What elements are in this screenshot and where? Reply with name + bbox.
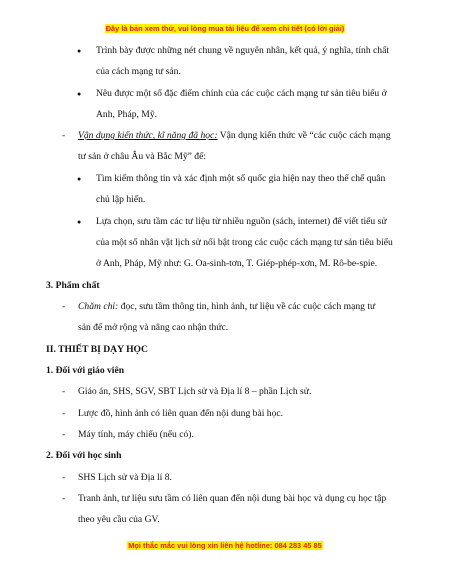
apply-bullet-1-line-2: chủ lập hiến.	[96, 194, 146, 205]
teacher-item: Máy tính, máy chiếu (nếu có).	[78, 429, 194, 440]
apply-label: Vận dụng kiến thức, kĩ năng đã học:	[78, 130, 218, 141]
apply-bullet-2-line-2: của một số nhân vật lịch sử nổi bật trong các cuộc cách mạng tư sản tiêu biểu	[96, 237, 393, 248]
bullet-icon: ●	[77, 90, 82, 98]
quality-label: Chăm chỉ:	[78, 301, 119, 312]
dash-marker: -	[62, 429, 66, 440]
student-item: SHS Lịch sử và Địa lí 8.	[78, 472, 172, 483]
apply-paragraph-line-1	[78, 130, 391, 142]
bullet-icon: ●	[77, 47, 82, 55]
apply-paragraph-line-2: tư sản ở châu Âu và Bắc Mỹ” để:	[78, 151, 207, 162]
apply-bullet-2-line-1: Lựa chọn, sưu tầm các tư liệu từ nhiều nguồn (sách, internet) để viết tiểu sử	[96, 216, 387, 227]
dash-marker: -	[62, 472, 66, 483]
knowledge-bullet-2-line-2: Anh, Pháp, Mỹ.	[96, 109, 158, 120]
dash-marker: -	[62, 386, 66, 397]
apply-bullet-1-line-1: Tìm kiếm thông tin và xác định một số quốc gia hiện nay theo thể chế quân	[96, 173, 386, 184]
teacher-item: Lược đồ, hình ảnh có liên quan đến nội dung bài học.	[78, 408, 284, 419]
quality-paragraph-line-1	[78, 301, 375, 313]
knowledge-bullet-1-line-2: của cách mạng tư sản.	[96, 66, 181, 77]
knowledge-bullet-2-line-1: Nêu được một số đặc điểm chính của các cuộc cách mạng tư sản tiêu biểu ở	[96, 88, 387, 99]
teacher-item: Giáo án, SHS, SGV, SBT Lịch sử và Địa lí 8 – phần Lịch sử.	[78, 386, 312, 397]
dash-marker: -	[62, 493, 66, 504]
preview-notice-text: Đây là bản xem thử, vui lòng mua tài liệu để xem chi tiết (có lời giải)	[105, 24, 345, 33]
quality-text: đọc, sưu tầm thông tin, hình ảnh, tư liệu về các cuộc cách mạng tư	[118, 301, 376, 312]
student-item-line-1: Tranh ảnh, tư liệu sưu tầm có liên quan đến nội dung bài học và dụng cụ học tập	[78, 493, 387, 504]
quality-heading: 3. Phẩm chất	[46, 280, 100, 291]
student-heading: 2. Đối với học sinh	[46, 450, 122, 461]
bullet-icon: ●	[77, 218, 82, 226]
apply-bullet-2-line-3: ở Anh, Pháp, Mỹ như: G. Oa-sinh-tơn, T. Giép-phép-xơn, M. Rô-be-spie.	[96, 258, 378, 269]
bullet-icon: ●	[77, 175, 82, 183]
dash-marker: -	[62, 301, 66, 312]
dash-marker: -	[62, 130, 66, 141]
hotline-notice-text: Mọi thắc mắc vui lòng xin liên hệ hotline: 084 283 45 85	[128, 541, 322, 550]
equipment-heading: II. THIẾT BỊ DẠY HỌC	[46, 344, 148, 355]
student-item-line-2: theo yêu cầu của GV.	[78, 514, 160, 525]
preview-notice-banner	[0, 24, 450, 33]
teacher-heading: 1. Đối với giáo viên	[46, 365, 125, 376]
knowledge-bullet-1-line-1: Trình bày được những nét chung về nguyên nhân, kết quả, ý nghĩa, tính chất	[96, 45, 390, 56]
hotline-notice-banner	[0, 541, 450, 550]
apply-text: Vận dụng kiến thức về “các cuộc cách mạng	[217, 130, 391, 141]
quality-paragraph-line-2: sản để mở rộng và nâng cao nhận thức.	[78, 322, 229, 333]
dash-marker: -	[62, 408, 66, 419]
